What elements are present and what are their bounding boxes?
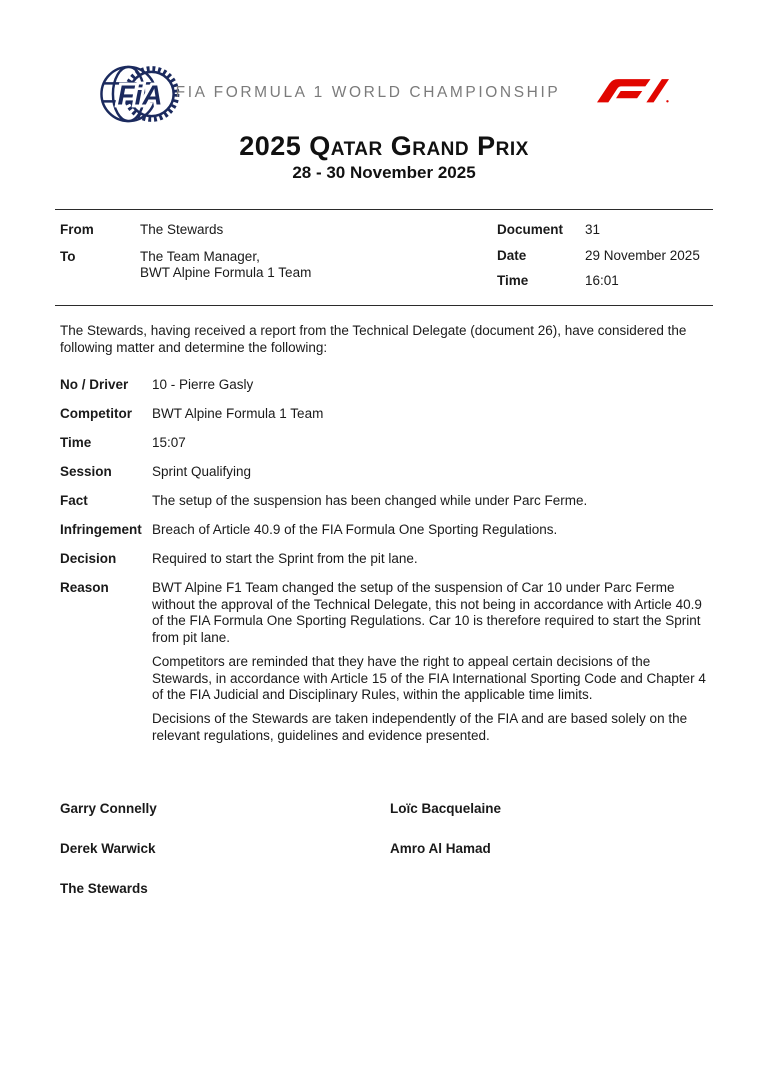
to-value-line1: The Team Manager, xyxy=(140,248,260,264)
time-field-label: Time xyxy=(60,435,92,451)
signatures-grid xyxy=(60,800,710,857)
driver-label: No / Driver xyxy=(60,377,129,393)
field-row-decision xyxy=(60,551,710,567)
fact-value: The setup of the suspension has been changed while under Parc Ferme. xyxy=(152,493,588,509)
meta-row-date xyxy=(497,248,713,264)
infringement-label: Infringement xyxy=(60,522,142,538)
steward-name-warwick: Derek Warwick xyxy=(60,841,156,857)
document-value: 31 xyxy=(585,222,601,238)
decision-fields xyxy=(60,377,710,744)
document-label: Document xyxy=(497,222,564,238)
document-header xyxy=(0,0,768,131)
reason-paragraph-3: Decisions of the Stewards are taken independently of the FIA and are based solely on the relevant regulations, guidelines and evidence presented. xyxy=(152,711,688,743)
signatures-footer: The Stewards xyxy=(60,881,148,897)
meta-right-column xyxy=(497,222,713,289)
steward-name-alhamad: Amro Al Hamad xyxy=(390,841,491,857)
field-row-infringement xyxy=(60,522,710,538)
meta-row-to xyxy=(60,249,497,282)
decision-label: Decision xyxy=(60,551,117,567)
reason-paragraph-1: BWT Alpine F1 Team changed the setup of the suspension of Car 10 under Parc Ferme without the approval of the Technical Delegate, this not being in accordance with Article 40.9 of the FIA Formula One Sporting Regulations. Car 10 is therefore required to start the Sprint from pit lane. xyxy=(152,580,702,645)
infringement-value: Breach of Article 40.9 of the FIA Formula One Sporting Regulations. xyxy=(152,522,558,538)
intro-paragraph: The Stewards, having received a report from the Technical Delegate (document 26), have considered the following matter and determine the following: xyxy=(60,323,687,355)
date-label: Date xyxy=(497,247,527,263)
event-title: 2025 Qatar Grand Prix xyxy=(239,131,529,161)
competitor-label: Competitor xyxy=(60,406,132,422)
to-value xyxy=(140,249,497,282)
title-block xyxy=(0,131,768,183)
signatures-block xyxy=(60,800,710,897)
meta-left-column xyxy=(60,222,497,289)
from-value: The Stewards xyxy=(140,222,224,238)
time-value: 16:01 xyxy=(585,272,619,288)
steward-name-connelly: Garry Connelly xyxy=(60,801,157,817)
driver-value: 10 - Pierre Gasly xyxy=(152,377,254,393)
field-row-time xyxy=(60,435,710,451)
meta-row-document xyxy=(497,222,713,238)
time-label: Time xyxy=(497,272,529,288)
field-row-competitor xyxy=(60,406,710,422)
meta-row-time xyxy=(497,273,713,289)
reason-paragraph-2: Competitors are reminded that they have the right to appeal certain decisions of the Stewards, in accordance with Article 15 of the FIA International Sporting Code and Chapter 4 of the FIA Judicial and Disciplinary Rules, within the applicable time limits. xyxy=(152,654,706,702)
reason-value xyxy=(152,580,710,744)
reason-label: Reason xyxy=(60,580,109,596)
session-label: Session xyxy=(60,464,112,480)
session-value: Sprint Qualifying xyxy=(152,464,252,480)
competitor-value: BWT Alpine Formula 1 Team xyxy=(152,406,324,422)
fact-label: Fact xyxy=(60,493,88,509)
to-label: To xyxy=(60,248,76,264)
date-value: 29 November 2025 xyxy=(585,247,700,263)
field-row-fact xyxy=(60,493,710,509)
field-row-reason xyxy=(60,580,710,744)
field-row-driver xyxy=(60,377,710,393)
decision-value: Required to start the Sprint from the pit lane. xyxy=(152,551,418,567)
meta-table xyxy=(55,209,713,306)
field-row-session xyxy=(60,464,710,480)
steward-name-bacquelaine: Loïc Bacquelaine xyxy=(390,801,502,817)
svg-text:FiA: FiA xyxy=(117,79,163,111)
to-value-line2: BWT Alpine Formula 1 Team xyxy=(140,264,312,280)
time-field-value: 15:07 xyxy=(152,435,186,451)
championship-wordmark: FIA FORMULA 1 WORLD CHAMPIONSHIP xyxy=(175,84,561,101)
from-label: From xyxy=(60,222,94,238)
f1-logo xyxy=(597,78,669,104)
meta-row-from xyxy=(60,222,497,238)
event-dates: 28 - 30 November 2025 xyxy=(292,163,476,183)
